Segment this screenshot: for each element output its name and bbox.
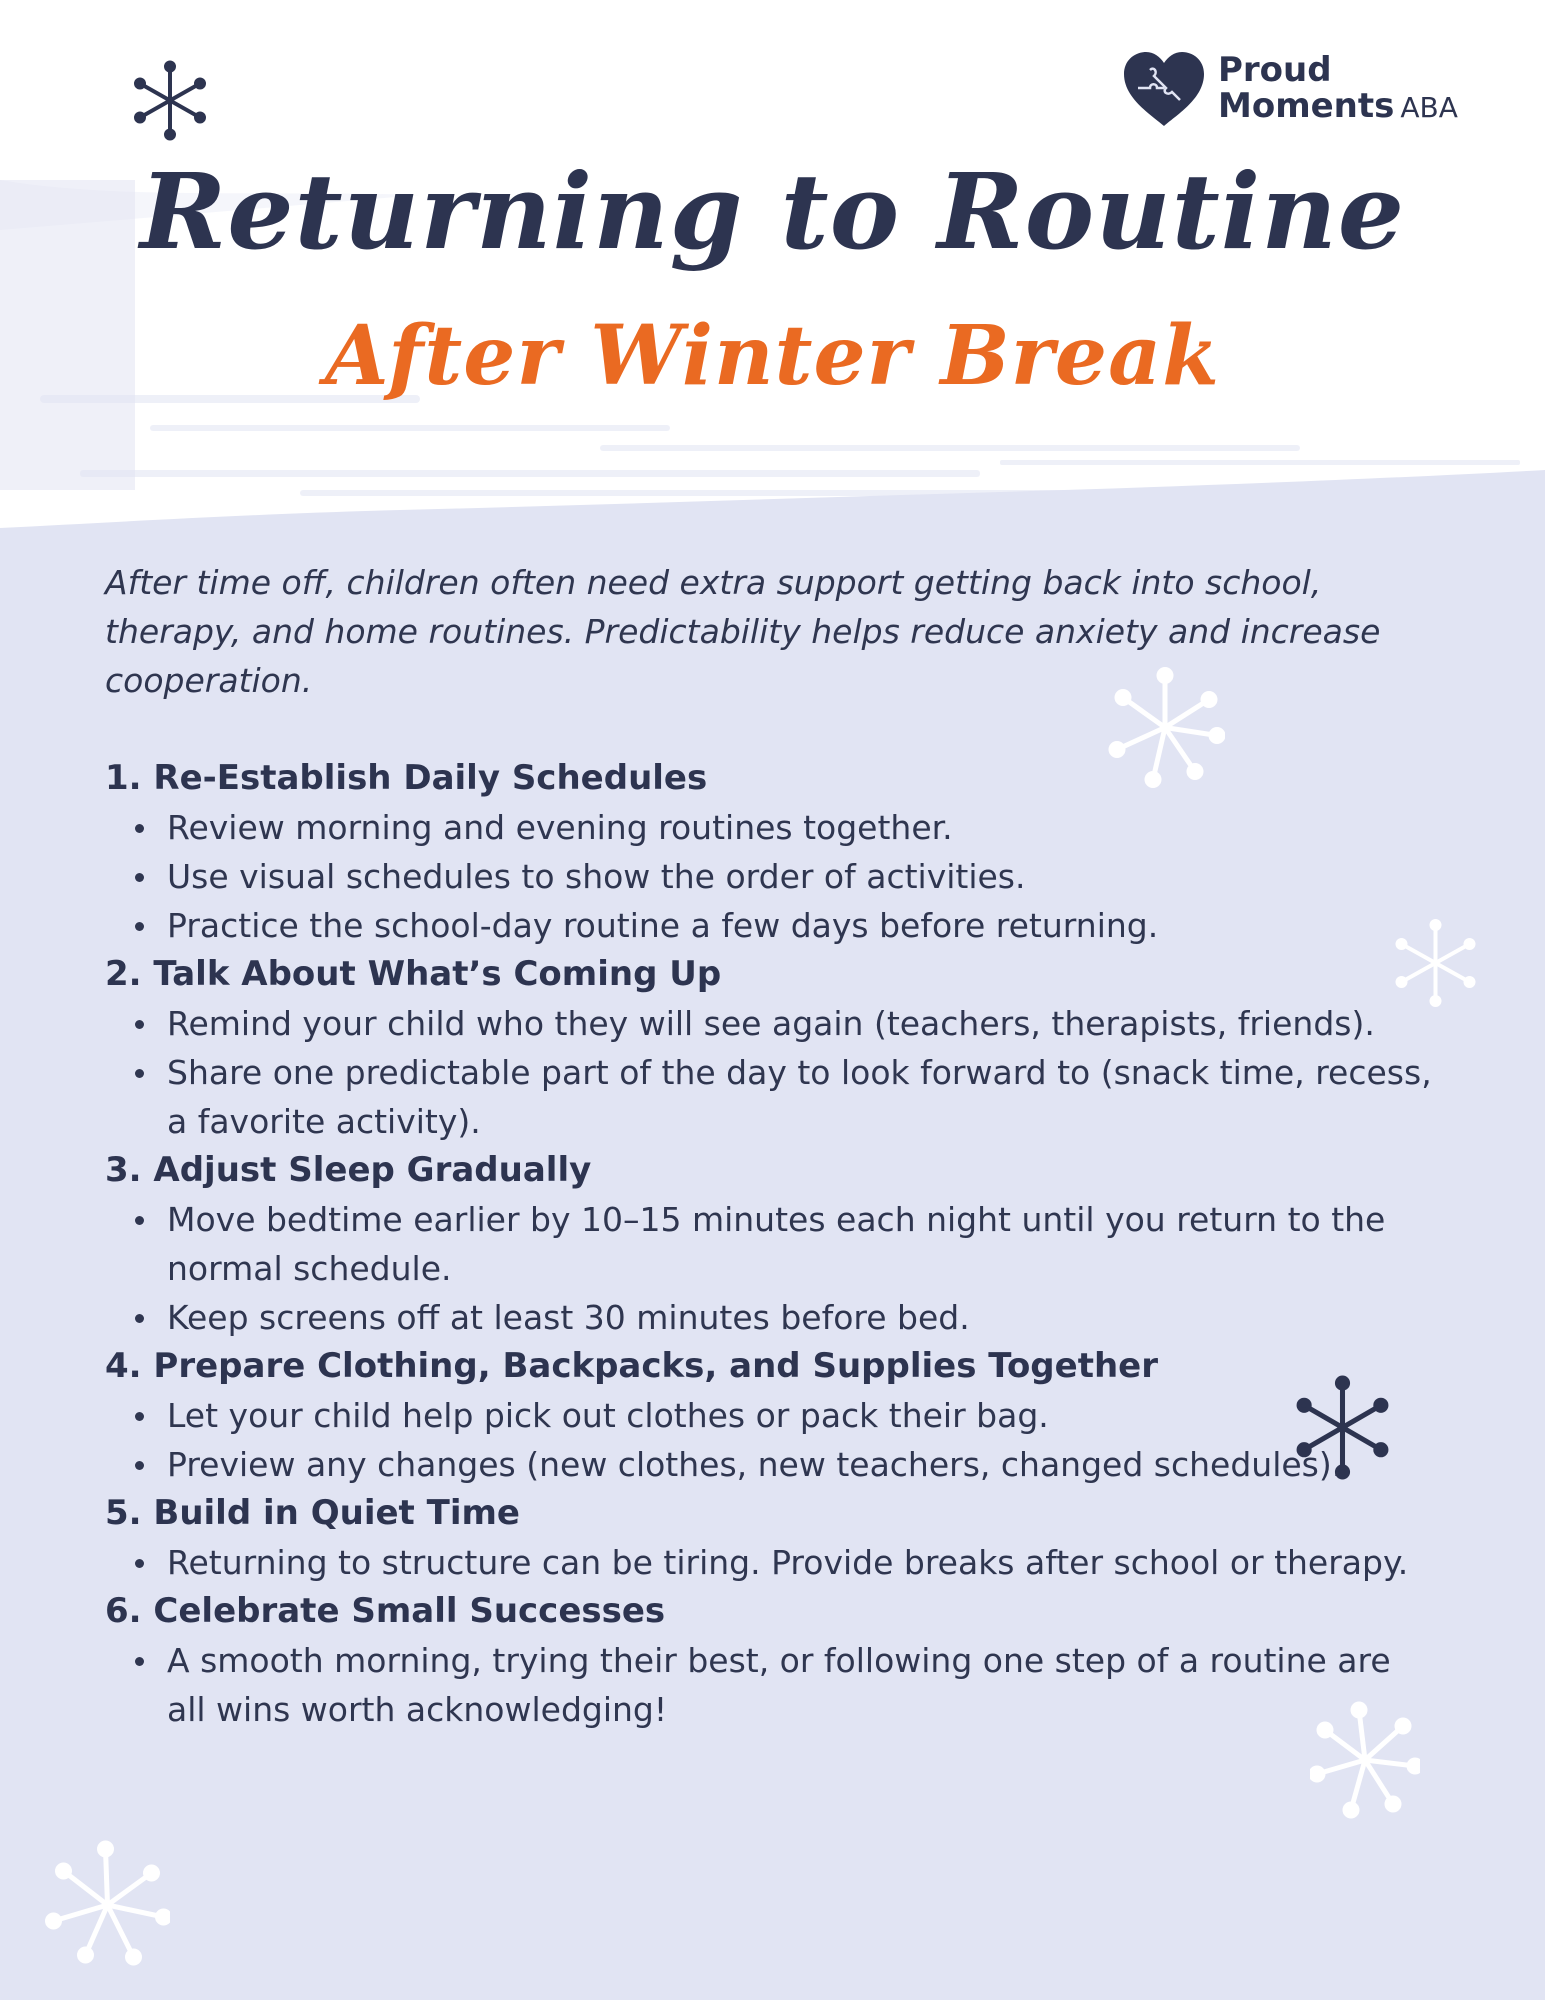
snowflake-icon [130,58,210,143]
bullet-list [105,1391,1435,1489]
bullet-list [105,999,1435,1146]
section-5 [105,1489,1435,1587]
section-2 [105,950,1435,1146]
snowflake-icon [45,1840,170,1970]
brand-name-line1: Proud [1218,50,1332,90]
section-heading: 6. Celebrate Small Successes [105,1591,666,1631]
bullet-list [105,1195,1435,1342]
intro-paragraph: After time off, children often need extra support getting back into school, therapy, and home routines. Predictability helps reduce anxiety and increase cooperation. [105,563,1381,700]
section-heading: 5. Build in Quiet Time [105,1493,520,1533]
brand-text [1218,52,1458,126]
section-heading: 4. Prepare Clothing, Backpacks, and Supplies Together [105,1346,1158,1386]
section-heading: 2. Talk About What’s Coming Up [105,954,722,994]
brand-suffix: ABA [1400,91,1458,124]
main-content [105,558,1435,1734]
header-area [0,0,1545,560]
page-title: Returning to Routine [139,150,1406,273]
list-item: Move bedtime earlier by 10–15 minutes each night until you return to the normal schedule. [167,1195,1435,1293]
list-item: Keep screens off at least 30 minutes before bed. [167,1293,1435,1342]
section-heading: 1. Re-Establish Daily Schedules [105,758,708,798]
section-6 [105,1587,1435,1734]
bullet-list [105,803,1435,950]
list-item: Share one predictable part of the day to look forward to (snack time, recess, a favorite activity). [167,1048,1435,1146]
list-item: Returning to structure can be tiring. Provide breaks after school or therapy. [167,1538,1435,1587]
brand-logo [1120,48,1458,130]
list-item: Practice the school-day routine a few days before returning. [167,901,1435,950]
section-1 [105,754,1435,950]
section-4 [105,1342,1435,1489]
list-item: A smooth morning, trying their best, or following one step of a routine are all wins worth acknowledging! [167,1636,1435,1734]
brand-name-moments: Moments [1218,86,1395,126]
list-item: Remind your child who they will see again (teachers, therapists, friends). [167,999,1435,1048]
list-item: Let your child help pick out clothes or pack their bag. [167,1391,1435,1440]
page-subtitle: After Winter Break [324,308,1221,404]
section-heading: 3. Adjust Sleep Gradually [105,1150,592,1190]
list-item: Preview any changes (new clothes, new teachers, changed schedules). [167,1440,1435,1489]
section-3 [105,1146,1435,1342]
bullet-list [105,1538,1435,1587]
list-item: Review morning and evening routines together. [167,803,1435,852]
list-item: Use visual schedules to show the order of activities. [167,852,1435,901]
puzzle-heart-icon [1120,48,1208,130]
brand-name-line2 [1218,88,1458,126]
bullet-list [105,1636,1435,1734]
